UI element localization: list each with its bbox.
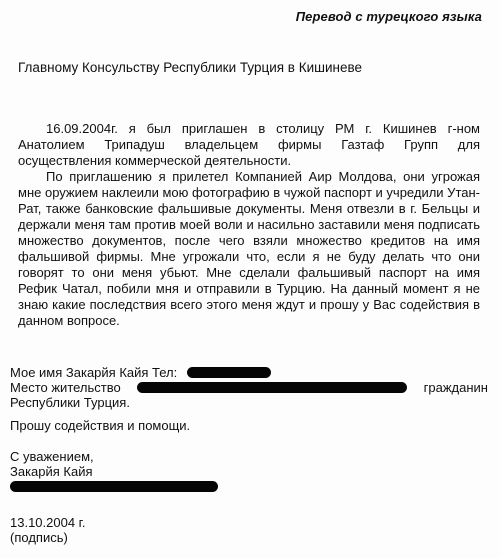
request-line: Прошу содействия и помощи. <box>10 418 191 433</box>
closing-name: Закарйя Кайя <box>10 464 93 479</box>
residence-line <box>10 380 488 395</box>
body-paragraph-1: 16.09.2004г. я был приглашен в столицу РМ г. Кишинев г-ном Анатолием Трипадуш владельцем фирмы Газтаф Групп для осуществления коммерческой деятельности. <box>18 121 480 168</box>
contact-block <box>10 365 490 433</box>
closing-block <box>10 449 218 494</box>
name-phone-line <box>10 365 490 380</box>
body-paragraph-2: По приглашению я прилетел Компанией Аир Молдова, они угрожая мне оружием наклеили мою фотографию в чужой паспорт и учредили Утан-Рат, также банковские фальшивые документы. Меня отвезли в г. Бельцы и держали меня там против моей воли и насильно заставили меня подписать множество документов, после чего взяли множество кредитов на имя фальшивой фирмы. Мне угрожали что, если я не буду делать что они говорят то они меня убьют. Мне сделали фальшивый паспорт на имя Рефик Чатал, побили мня и отправили в Турцию. На данный момент я не знаю какие последствия всего этого меня ждут и прошу у Вас содействия в данном вопросе. <box>18 169 480 328</box>
phone-redaction <box>187 367 271 378</box>
address-redaction <box>137 382 407 393</box>
addressee-line: Главному Консульству Республики Турция в Кишиневе <box>18 60 362 75</box>
translation-note: Перевод с турецкого языка <box>295 9 482 24</box>
citizen-label: гражданин <box>423 380 488 395</box>
letter-body <box>18 121 480 329</box>
name-phone-label: Мое имя Закарйя Кайя Тел: <box>10 365 178 380</box>
letter-date: 13.10.2004 г. <box>10 515 86 530</box>
closing-regards: С уважением, <box>10 449 94 464</box>
date-signature-block <box>10 515 85 545</box>
closing-address-redaction <box>10 481 218 492</box>
closing-address-line <box>10 479 218 494</box>
residence-label: Место жительство <box>10 380 121 395</box>
country-line: Республики Турция. <box>10 395 130 410</box>
signature-note: (подпись) <box>10 530 68 545</box>
